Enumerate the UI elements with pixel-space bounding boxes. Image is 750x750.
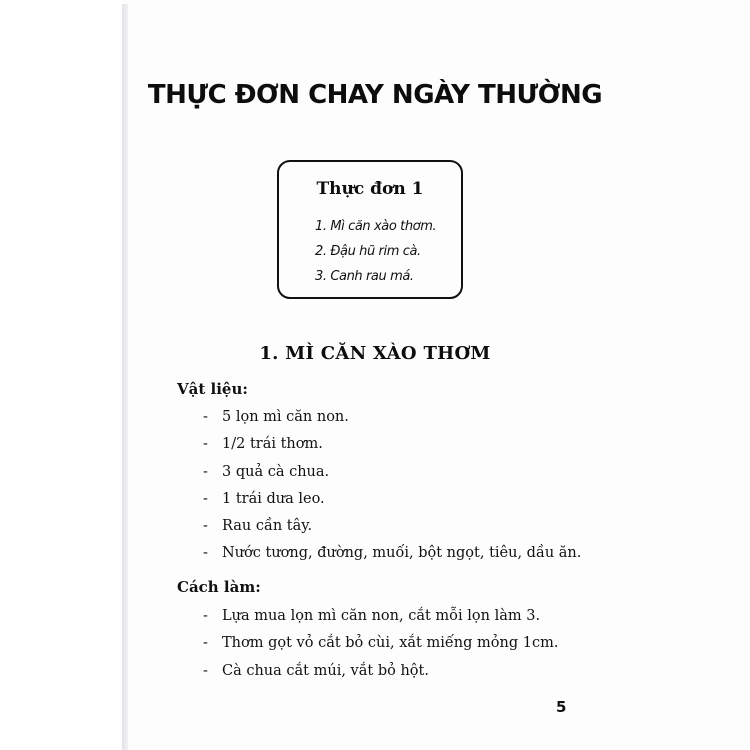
step-text: Lựa mua lọn mì căn non, cắt mỗi lọn làm 3. <box>222 608 541 624</box>
bullet-dash: - <box>203 409 208 425</box>
recipe-heading: 1. MÌ CĂN XÀO THƠM <box>259 343 491 364</box>
ingredient-item <box>203 486 581 513</box>
method-step <box>203 658 558 685</box>
page-number: 5 <box>556 698 567 716</box>
bullet-dash: - <box>203 662 208 679</box>
ingredient-text: 1/2 trái thơm. <box>222 436 323 453</box>
ingredient-item <box>203 459 581 486</box>
ingredient-item <box>203 404 581 431</box>
ingredient-text: 5 lọn mì căn non. <box>222 409 349 425</box>
page-title: THỰC ĐƠN CHAY NGÀY THƯỜNG <box>147 80 603 110</box>
method-step <box>203 630 558 657</box>
step-text: Cà chua cắt múi, vắt bỏ hột. <box>222 662 429 679</box>
bullet-dash: - <box>203 463 208 480</box>
menu-item: 1. Mì căn xào thơm. <box>315 219 437 234</box>
bullet-dash: - <box>203 635 208 652</box>
menu-box-title: Thực đơn 1 <box>316 179 424 199</box>
ingredient-item <box>203 431 581 458</box>
bullet-dash: - <box>203 545 208 562</box>
method-step <box>203 603 558 630</box>
ingredient-item <box>203 513 581 540</box>
bullet-dash: - <box>203 436 208 453</box>
bullet-dash: - <box>203 490 208 507</box>
ingredient-text: 1 trái dưa leo. <box>222 490 325 507</box>
method-label: Cách làm: <box>177 578 261 596</box>
menu-box-list <box>315 214 436 289</box>
bullet-dash: - <box>203 608 208 624</box>
ingredient-text: Nước tương, đường, muối, bột ngọt, tiêu, dầu ăn. <box>222 545 582 562</box>
menu-item: 2. Đậu hũ rim cà. <box>315 244 421 259</box>
ingredients-label: Vật liệu: <box>177 380 248 398</box>
ingredient-item <box>203 540 581 567</box>
step-text: Thơm gọt vỏ cắt bỏ cùi, xắt miếng mỏng 1cm. <box>222 635 559 652</box>
page-binding-edge <box>122 4 128 750</box>
ingredients-list <box>203 404 581 568</box>
menu-box <box>277 160 463 299</box>
menu-item: 3. Canh rau má. <box>315 269 414 284</box>
bullet-dash: - <box>203 518 208 535</box>
method-steps-list <box>203 603 558 685</box>
ingredient-text: 3 quả cà chua. <box>222 463 330 480</box>
ingredient-text: Rau cần tây. <box>222 518 313 535</box>
